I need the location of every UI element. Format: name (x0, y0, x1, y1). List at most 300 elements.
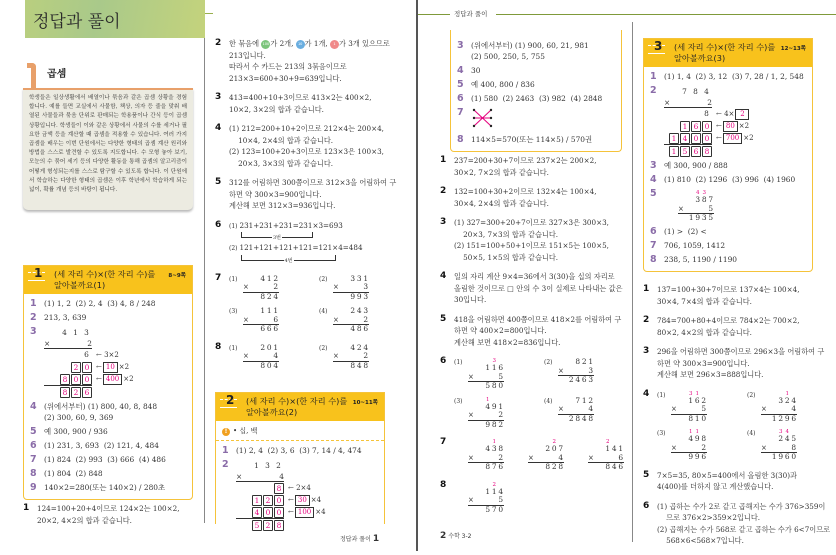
multiplication-body (243, 275, 279, 302)
digit: 1 (695, 429, 699, 435)
product (350, 325, 370, 334)
digit: 1 (688, 395, 694, 405)
item-body (229, 273, 410, 334)
product (350, 362, 370, 371)
answer-line: 7×5=35, 80×5=400에서 올림한 3(30)과 (657, 470, 797, 480)
answer-item (457, 134, 615, 145)
answer-item (457, 40, 615, 62)
answer-item (30, 468, 186, 479)
answer-line: 30×2, 7×2의 합과 같습니다. (454, 167, 549, 177)
answer-item (440, 271, 630, 306)
note-answer-box: 400 (103, 374, 122, 385)
digit: 6 (363, 324, 369, 333)
digit: 5 (498, 371, 504, 381)
answer-line: 413=400+10+3이므로 413×2는 400×2, (229, 93, 372, 102)
digit: 1 (73, 327, 78, 337)
digit: 2 (778, 413, 784, 423)
item-number: 1 (650, 71, 657, 82)
answer-line: 213, 3, 639 (44, 313, 87, 322)
digit: 2 (551, 462, 557, 471)
expression: 121+121+121+121=121×4=484 (239, 243, 363, 252)
digit: 1 (588, 357, 594, 366)
page-gutter (416, 0, 418, 551)
digit: 4 (350, 324, 356, 333)
note-text: ×2 (123, 375, 134, 383)
multiplication-body (243, 307, 279, 334)
answer-item (30, 298, 186, 309)
digit: 3 (778, 395, 784, 405)
digit: 3 (84, 327, 89, 337)
partial-note (716, 133, 754, 144)
multiplier (363, 316, 370, 325)
vertical-multiplication (574, 439, 634, 472)
multiplier (791, 405, 798, 414)
item-number: 2 (222, 459, 229, 470)
answer-item (643, 346, 833, 381)
digit: 4 (356, 306, 362, 315)
answer-line: (위에서부터) (1) 800, 40, 8, 848 (44, 402, 158, 411)
answer-box-cell: 6 (691, 146, 701, 157)
answer-item (650, 254, 806, 265)
digit: 8 (558, 462, 564, 471)
answer-line: (1) 1, 4 (2) 3, 12 (3) 7, 28 / 1, 2, 548 (664, 72, 804, 81)
digit: 5 (498, 495, 504, 504)
digit: 3 (701, 213, 707, 222)
digit: 8 (545, 462, 551, 471)
digit: 4 (260, 273, 266, 283)
digit: 4 (62, 327, 67, 337)
note-answer-box: 2 (735, 109, 749, 120)
answer-line: (2) 300, 60, 9, 369 (44, 413, 114, 422)
times-sign: × (671, 405, 677, 413)
product (568, 376, 594, 385)
partial-note (288, 507, 326, 518)
item-number: 3 (30, 326, 37, 337)
answer-line: 따라서 수 카드는 213의 3묶음이므로 (229, 62, 347, 71)
digit: 1 (273, 306, 279, 315)
items (23, 503, 198, 526)
multiplicand (44, 328, 92, 339)
product (688, 214, 714, 223)
note-text: ← (288, 508, 294, 516)
answer-box-cell: 5 (680, 146, 690, 157)
partial-product (664, 121, 712, 132)
digit: 2 (356, 342, 362, 352)
digit: 3 (779, 429, 783, 435)
digit: 6 (618, 462, 624, 471)
multiplication-grid (664, 188, 806, 223)
item-number: 2 (30, 312, 37, 323)
multiplication-body (761, 391, 797, 424)
item-number: 5 (457, 79, 464, 90)
answer-box-cell: 0 (82, 362, 92, 373)
digit: 4 (485, 401, 491, 411)
item-number: 5 (215, 177, 222, 187)
partial-note (288, 495, 321, 506)
answer-item (457, 93, 615, 104)
digit: 1 (485, 363, 491, 372)
multiplier (273, 283, 280, 292)
digit: 2 (273, 273, 279, 283)
partial-product-row (236, 494, 378, 506)
digit: 4 (611, 462, 617, 471)
multiplier (701, 405, 708, 414)
partial-product-row (664, 120, 806, 132)
item-number: 8 (440, 479, 447, 490)
vertical-multiplication (454, 439, 514, 472)
digit: 3 (695, 195, 701, 204)
multiplication-body (333, 344, 369, 371)
item-number: 3 (457, 40, 464, 51)
item-body (454, 314, 630, 349)
digit: 3 (492, 358, 496, 364)
product (260, 293, 280, 302)
item-body (664, 71, 806, 82)
number-coin-icon: 1 (330, 40, 339, 49)
answer-line: 213×3=600+30+9=639입니다. (229, 73, 342, 83)
result-row (44, 386, 186, 398)
digit: 2 (273, 282, 279, 291)
multiplication-grid (454, 437, 634, 472)
item-body (454, 437, 634, 472)
answer-box-cell: 6 (691, 121, 701, 132)
digit: 6 (784, 452, 790, 461)
partial-note (96, 362, 129, 373)
items (24, 294, 192, 499)
item-body (44, 468, 186, 479)
item-number: 9 (30, 482, 37, 493)
answer-line: 30입니다. (454, 295, 487, 304)
multiplication-body (468, 397, 504, 430)
answer-item (650, 226, 806, 237)
brace-label: 3번 (272, 235, 282, 241)
sub-label: (4) (747, 430, 756, 437)
answer-box-cell: 1 (680, 121, 690, 132)
digit: 8 (260, 291, 266, 301)
item-number: 2 (440, 186, 447, 196)
sub-label: (1) (454, 359, 463, 366)
digit: 8 (498, 444, 504, 453)
vertical-multiplication (514, 439, 574, 472)
answer-item (643, 284, 833, 307)
digit: 1 (688, 213, 694, 222)
partial-product (664, 109, 712, 120)
chapter-bracket-icon (27, 63, 36, 88)
answer-line: 418을 어림하면 400쯤이므로 418×2를 어림하여 구 (454, 314, 622, 324)
item-body (657, 284, 833, 307)
multiplication-body (243, 344, 279, 371)
item-number: 4 (440, 271, 447, 281)
item-number: 7 (650, 239, 657, 251)
multiplier (363, 352, 370, 361)
banner-rule (205, 13, 213, 14)
answer-item (23, 503, 198, 526)
sub-label: (4) (319, 308, 328, 315)
item-body (454, 217, 630, 263)
answer-box-cell: 8 (274, 520, 284, 531)
item-body (471, 93, 615, 104)
digit: 4 (273, 291, 279, 301)
answer-item (30, 326, 186, 398)
answer-line: 30×4, 7×4의 합과 같습니다. (657, 296, 752, 306)
digit: 0 (266, 360, 272, 370)
digit: 3 (363, 282, 369, 291)
partial-note (716, 109, 750, 120)
answer-box-cell: 1 (252, 495, 262, 506)
partial-product-row (664, 108, 806, 120)
answer-box-cell: 8 (702, 146, 712, 157)
answer-item (650, 160, 806, 171)
item-body (471, 40, 615, 62)
answer-line: (2) 151=100+50+1이므로 151×5는 100×5, (454, 241, 609, 250)
digit: 3 (702, 190, 706, 196)
answer-item (222, 459, 378, 531)
digit: 6 (701, 452, 707, 461)
answer-box-cell: 2 (263, 495, 273, 506)
answer-item (457, 79, 615, 90)
partial-note (288, 484, 311, 492)
unit-number: 1 (34, 266, 43, 280)
digit: 1 (771, 452, 777, 461)
answer-box-cell: 0 (702, 133, 712, 144)
answer-item (650, 85, 806, 157)
item-number: 3 (650, 160, 657, 171)
text-segment: 가 3개 있으므로 (339, 39, 390, 48)
digit: 2 (568, 375, 574, 384)
digit: 4 (485, 444, 491, 453)
times-sign: × (761, 443, 767, 452)
multiplier (558, 454, 565, 463)
explanations-column (215, 38, 410, 378)
item-body (44, 426, 186, 437)
times-sign: × (468, 496, 474, 504)
item-number: 4 (30, 401, 37, 412)
answer-item (440, 155, 630, 178)
multiplier (791, 444, 798, 453)
digit: 8 (701, 434, 707, 443)
answer-box-cell: 8 (60, 387, 70, 398)
answer-box-cell: 4 (680, 133, 690, 144)
product (771, 415, 797, 424)
chapter-intro: 학생들은 일상생활에서 배열이나 묶음과 같은 곱셈 상황을 경험합니다. 예를 들면 교실에서 사물함, 책상, 의자 등 줄을 맞춰 배열된 사물들과 묶음 단위로 판매되는 학용품이나 간식 등이 곱셈 상황입니다. 학생들이 이와 같은 상황에서 사물의 수를 세거나 필요한 금액 등을 계산할 때 곱셈을 적용할 수 있습니다. 여러 가지 곱셈을 배우는 이번 단원에서는 다양한 형태의 곱셈 계산 원리와 방법을 스스로 발견할 수 있도록 지도합니다. 수 모형 놓아 보기, 모눈의 수 묶어 세기 등의 다양한 활동을 통해 곱셈의 알고리즘이 어떻게 형성되는지를 스스로 탐구할 수 있도록 합니다. 이 단원에서 학습하는 다양한 형태의 곱셈은 이후 학년에서 학습하게 되는 넓이, 확률 개념 등의 바탕이 됩니다. (23, 88, 193, 210)
multiplication-body (761, 429, 797, 462)
answer-item (643, 470, 833, 493)
digit: 6 (498, 363, 504, 372)
digit: 1 (273, 342, 279, 352)
multiplication-grid (229, 342, 410, 371)
item-body (471, 79, 615, 90)
digit: 7 (558, 444, 564, 453)
place-value-multiplication (236, 459, 378, 531)
place-value-multiplication (44, 326, 186, 398)
multiplier (498, 411, 505, 420)
brace-bracket (241, 255, 336, 264)
answer-box-cell: 0 (702, 121, 712, 132)
partial-product-row (236, 482, 378, 494)
matching-lines-icon (471, 107, 495, 129)
digit: 1 (363, 273, 369, 283)
digit: 2 (492, 481, 496, 488)
answer-line (229, 38, 410, 50)
multiplier: 4 (279, 472, 284, 481)
times-sign: × (468, 372, 474, 381)
multiplication-grid (454, 480, 630, 515)
item-body (454, 186, 630, 209)
digit: 4 (704, 86, 709, 96)
multiplication-body (558, 358, 594, 385)
times-sign: × (236, 472, 243, 481)
digit: 8 (575, 357, 581, 366)
answer-item (30, 401, 186, 423)
page-range: 12~13쪽 (780, 46, 806, 52)
vertical-multiplication (747, 391, 836, 424)
page-number: 1 (372, 534, 380, 544)
note-text: ← (716, 122, 722, 130)
note-answer-box: 30 (295, 495, 310, 506)
answer-line: 140×2=280(또는 140×2) / 280초 (44, 483, 166, 492)
digit: 2 (276, 460, 281, 470)
digit: 3 (350, 273, 356, 283)
answer-line: 50×5, 1×5의 합과 같습니다. (454, 252, 559, 262)
item-body (44, 298, 186, 309)
note-text: ×2 (738, 122, 750, 130)
partial-product (236, 483, 284, 494)
partial-product-row (236, 506, 378, 518)
product (545, 463, 565, 472)
vertical-multiplication (454, 482, 534, 515)
result-row (236, 519, 378, 531)
partial-note (96, 351, 119, 359)
note-answer-box: 10 (103, 362, 118, 373)
item-number: 3 (643, 346, 650, 356)
digit: 7 (491, 504, 497, 514)
digit: 1 (491, 363, 497, 372)
sub-label: (3) (657, 430, 666, 437)
times-sign: × (333, 315, 339, 324)
item-body (454, 356, 634, 429)
digit: 4 (350, 342, 356, 352)
multiplier (498, 454, 505, 463)
digit: 4 (498, 486, 504, 496)
unit-1-explanations (23, 503, 198, 534)
note-answer-box: 80 (723, 121, 738, 132)
digit: 1 (689, 429, 693, 435)
partial-product (44, 374, 92, 385)
digit: 8 (260, 360, 266, 370)
chapter-title: 곱셈 (47, 69, 67, 80)
digit: 9 (778, 452, 784, 461)
digit: 9 (784, 413, 790, 423)
multiplier (701, 444, 708, 453)
digit: 8 (791, 442, 797, 452)
answer-line: 137=100+30+7이므로 137×4는 100×4, (657, 285, 800, 294)
answer-line: 80×2, 4×2의 합과 같습니다. (657, 327, 752, 337)
answer-item (650, 240, 806, 251)
answer-line: 20×3, 3×3의 합과 같습니다. (229, 158, 334, 168)
digit: 6 (273, 314, 279, 324)
digit: 3 (265, 460, 270, 470)
item-body (471, 134, 615, 145)
answer-item (215, 123, 410, 169)
digit: 7 (682, 86, 687, 96)
digit: 4 (611, 444, 617, 453)
digit: 9 (688, 452, 694, 461)
product (605, 463, 625, 472)
note-text: ← (716, 134, 722, 142)
digit: 4 (791, 395, 797, 405)
multiplication-body (528, 439, 564, 472)
digit: 0 (791, 452, 797, 461)
sub-label: (1) (229, 222, 238, 230)
explanations-column (440, 155, 630, 522)
item-body (229, 92, 410, 115)
item-number: 5 (650, 188, 657, 199)
answer-box-cell: 6 (82, 387, 92, 398)
product (44, 387, 92, 398)
unit-title: 알아볼까요(1) (54, 280, 106, 290)
digit: 1 (618, 444, 624, 453)
multiplicand (236, 461, 284, 472)
unit-number: 3 (654, 39, 663, 53)
product (771, 453, 797, 462)
answer-box-cell: 1 (669, 146, 679, 157)
multiplier (498, 496, 505, 505)
answer-line: 하면 약 400×2=800입니다. (454, 326, 547, 335)
answer-line: 30×4, 2×4의 합과 같습니다. (454, 198, 549, 208)
item-body (657, 470, 833, 493)
item-number: 3 (440, 217, 447, 227)
digit: 3 (356, 273, 362, 283)
digit: 1 (266, 306, 272, 315)
digit: 5 (708, 203, 714, 213)
digit: 1 (695, 390, 699, 397)
product (688, 415, 708, 424)
expression-line (229, 220, 410, 233)
answer-line: 568×6<568×7입니다. (657, 536, 744, 545)
unit-1-answer-box (23, 265, 193, 500)
digit: 5 (485, 504, 491, 514)
brace-bracket (241, 232, 313, 241)
note-text: ← (96, 375, 102, 383)
answer-item (440, 356, 630, 429)
digit: 3 (588, 365, 594, 375)
multiplier (363, 283, 370, 292)
digit: 1 (492, 439, 496, 445)
note-text: ← (96, 363, 102, 371)
digit: 1 (485, 486, 491, 496)
note-text: ← (288, 496, 294, 504)
item-body (236, 445, 378, 456)
answer-box-cell: 2 (71, 387, 81, 398)
sub-label: (3) (229, 308, 238, 315)
item-body (44, 312, 186, 323)
vertical-multiplication (747, 429, 836, 462)
item-body (664, 254, 806, 265)
digit: 1 (260, 306, 266, 315)
digit: 8 (688, 413, 694, 423)
answer-box-cell: 0 (274, 495, 284, 506)
column-divider (204, 38, 205, 523)
item-number: 8 (650, 253, 657, 265)
multiplier (708, 205, 715, 214)
multiplier-row (664, 98, 712, 107)
digit: 1 (694, 413, 700, 423)
product (350, 293, 370, 302)
item-body (664, 226, 806, 237)
answer-item (30, 454, 186, 465)
item-body (229, 38, 410, 84)
box-header (216, 393, 384, 421)
